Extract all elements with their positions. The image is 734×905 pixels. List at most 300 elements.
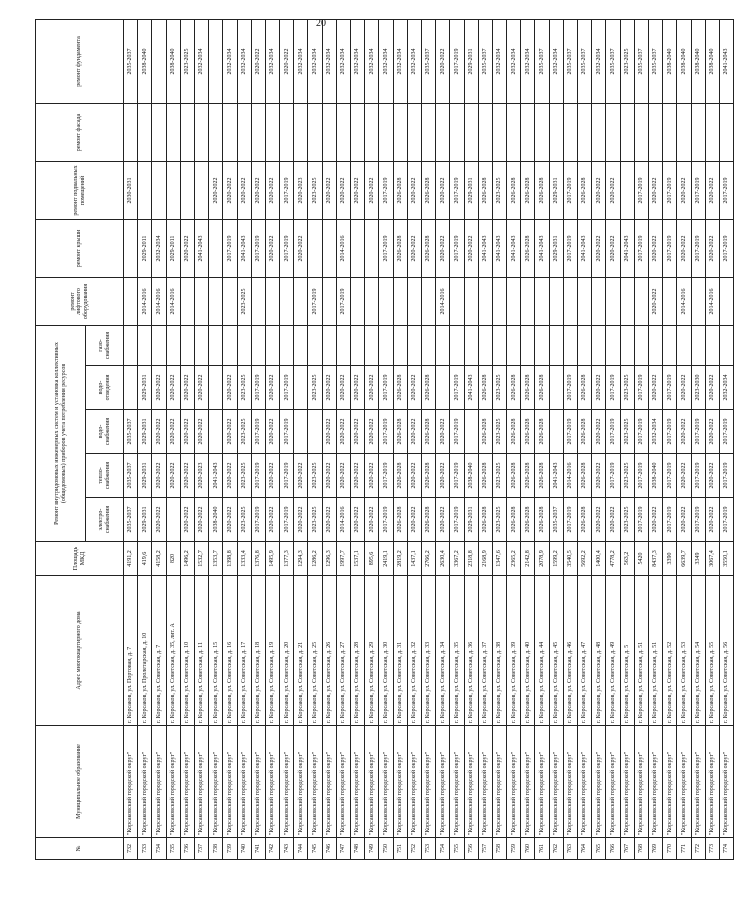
table-cell-g [563,326,577,366]
table-cell-m: "Корсаковский городской округ" [251,726,265,838]
table-cell-t: 2035-2037 [124,454,138,498]
header-area: Площадь МКД [36,542,124,576]
table-cell-f [322,104,336,162]
table-cell-w: 2017-2019 [691,410,705,454]
table-cell-e: 2020-2022 [606,498,620,542]
table-cell-fd: 2038-2040 [677,20,691,104]
table-cell-l [464,278,478,326]
table-cell-fd: 2032-2034 [393,20,407,104]
table-cell-s: 2819,2 [393,542,407,576]
table-cell-k: 2020-2022 [166,366,180,410]
table-cell-fd: 2032-2034 [549,20,563,104]
table-cell-b: 2017-2019 [379,162,393,220]
table-cell-e: 2014-2016 [336,498,350,542]
table-cell-fd: 2035-2037 [478,20,492,104]
table-cell-g [351,326,365,366]
table-cell-b: 2023-2025 [492,162,506,220]
table-cell-w: 2026-2028 [535,410,549,454]
table-cell-w: 2020-2022 [322,410,336,454]
table-cell-l [578,278,592,326]
table-cell-l [393,278,407,326]
table-cell-g [393,326,407,366]
table-cell-b: 2029-2031 [549,162,563,220]
table-cell-s: 2078,9 [535,542,549,576]
table-cell-k: 2020-2022 [648,366,662,410]
table-cell-m: "Корсаковский городской округ" [180,726,194,838]
table-cell-fd: 2032-2034 [336,20,350,104]
table-cell-fd: 2032-2034 [521,20,535,104]
table-cell-l [592,278,606,326]
table-cell-fd: 2032-2034 [194,20,208,104]
table-cell-a: г. Корсаков, ул. Советская, д. 25 [308,576,322,726]
table-cell-f [265,104,279,162]
table-cell-n: 749 [365,838,379,860]
table-cell-e: 2020-2022 [223,498,237,542]
table-cell-r: 2029-2011 [166,220,180,278]
table-cell-f [719,104,733,162]
table-cell-n: 748 [351,838,365,860]
table-cell-r: 2020-2022 [294,220,308,278]
table-row [280,20,294,860]
table-cell-f [648,104,662,162]
table-cell-l [322,278,336,326]
header-electro: электро-снабжения [86,498,124,542]
table-cell-k [294,366,308,410]
table-cell-t: 2023-2025 [620,454,634,498]
table-cell-t: 2020-2022 [223,454,237,498]
table-cell-t: 2017-2019 [691,454,705,498]
table-cell-m: "Корсаковский городской округ" [663,726,677,838]
table-cell-k: 2020-2022 [322,366,336,410]
table-cell-l [379,278,393,326]
table-cell-a: г. Корсаков, ул. Советская, д. 21 [294,576,308,726]
table-cell-b: 2029-2031 [464,162,478,220]
table-row [507,20,521,860]
table-cell-e: 2023-2025 [308,498,322,542]
table-cell-k: 2026-2028 [507,366,521,410]
table-cell-a: г. Корсаков, ул. Советская, д. 29 [365,576,379,726]
table-cell-fd: 2032-2034 [507,20,521,104]
table-cell-w: 2020-2022 [351,410,365,454]
table-cell-t: 2017-2019 [251,454,265,498]
table-cell-w: 2020-2022 [677,410,691,454]
table-row [549,20,563,860]
table-cell-l: 2014-2016 [677,278,691,326]
table-cell-l: 2014-2016 [705,278,719,326]
table-cell-f [365,104,379,162]
table-cell-r: 2026-2028 [393,220,407,278]
table-cell-fd: 2032-2034 [237,20,251,104]
table-cell-r: 2020-2022 [592,220,606,278]
table-cell-t: 2020-2022 [265,454,279,498]
table-cell-m: "Корсаковский городской округ" [521,726,535,838]
table-cell-l: 2014-2016 [138,278,152,326]
table-cell-s: 1377,3 [280,542,294,576]
table-cell-a: г. Корсаков, ул. Портовая, д. 7 [124,576,138,726]
table-cell-n: 742 [265,838,279,860]
table-cell-m: "Корсаковский городской округ" [209,726,223,838]
table-cell-b: 2020-2022 [322,162,336,220]
table-cell-g [322,326,336,366]
table-row [436,20,450,860]
table-cell-k: 2023-2025 [620,366,634,410]
table-cell-g [578,326,592,366]
table-cell-k: 2023-2030 [691,366,705,410]
table-cell-l [606,278,620,326]
table-cell-m: "Корсаковский городской округ" [578,726,592,838]
repair-schedule-table [35,19,734,860]
table-cell-b: 2026-2028 [535,162,549,220]
table-cell-k: 2020-2022 [407,366,421,410]
table-cell-k: 2017-2019 [634,366,648,410]
table-cell-n: 736 [180,838,194,860]
table-cell-s: 3390 [663,542,677,576]
table-cell-n: 771 [677,838,691,860]
table-cell-k: 2017-2019 [379,366,393,410]
table-cell-fd: 2020-2022 [280,20,294,104]
table-cell-a: г. Корсаков, ул. Советская, д. 19 [265,576,279,726]
table-cell-g [124,326,138,366]
table-cell-m: "Корсаковский городской округ" [436,726,450,838]
table-cell-b: 2026-2028 [421,162,435,220]
table-row [663,20,677,860]
table-cell-k: 2020-2022 [365,366,379,410]
table-cell-r: 2020-2022 [180,220,194,278]
table-cell-b: 2020-2023 [294,162,308,220]
table-cell-m: "Корсаковский городской округ" [421,726,435,838]
table-cell-n: 766 [606,838,620,860]
table-cell-t: 2026-2028 [578,454,592,498]
table-row [606,20,620,860]
table-cell-r: 2026-2028 [521,220,535,278]
header-sewer: водо-отведения [86,366,124,410]
table-cell-g [379,326,393,366]
table-cell-fd: 2038-2040 [663,20,677,104]
table-row [251,20,265,860]
table-cell-w: 2020-2022 [592,410,606,454]
table-cell-t: 2020-2022 [436,454,450,498]
table-cell-n: 738 [209,838,223,860]
table-cell-fd: 2035-2037 [563,20,577,104]
table-body [124,20,734,860]
table-cell-f [436,104,450,162]
table-cell-s: 2419,1 [379,542,393,576]
table-cell-r: 2017-2019 [719,220,733,278]
table-cell-b: 2017-2019 [719,162,733,220]
table-cell-n: 737 [194,838,208,860]
table-cell-f [492,104,506,162]
table-cell-r: 2017-2019 [663,220,677,278]
table-cell-f [549,104,563,162]
table-cell-fd: 2038-2040 [166,20,180,104]
table-cell-k: 2020-2022 [152,366,166,410]
table-cell-t: 2023-2025 [237,454,251,498]
table-cell-w: 2020-2022 [365,410,379,454]
table-cell-n: 758 [492,838,506,860]
table-cell-g [421,326,435,366]
table-cell-g [180,326,194,366]
table-cell-e: 2020-2022 [152,498,166,542]
table-cell-n: 760 [521,838,535,860]
table-cell-s: 1437,1 [407,542,421,576]
table-cell-e: 2020-2022 [265,498,279,542]
table-cell-w [549,410,563,454]
table-cell-f [578,104,592,162]
header-engineering: Ремонт внутридомовых инженерных систем и установка коллективных (общедомовых) приборов учета потребления ресурсов [36,326,86,542]
table-cell-l [549,278,563,326]
table-cell-l: 2014-2016 [152,278,166,326]
table-cell-r: 2020-2022 [265,220,279,278]
table-cell-t: 2020-2022 [166,454,180,498]
table-cell-w: 2020-2022 [194,410,208,454]
table-cell-g [492,326,506,366]
table-cell-n: 745 [308,838,322,860]
table-cell-fd: 2032-2034 [308,20,322,104]
table-cell-k [549,366,563,410]
table-cell-n: 772 [691,838,705,860]
table-cell-b: 2020-2022 [251,162,265,220]
table-cell-a: г. Корсаков, ул. Советская, д. 7 [152,576,166,726]
table-cell-s: 1400,4 [592,542,606,576]
table-cell-n: 767 [620,838,634,860]
table-row [407,20,421,860]
table-cell-k [124,366,138,410]
table-cell-t: 2026-2028 [535,454,549,498]
table-cell-r [209,220,223,278]
table-cell-e: 2026-2028 [521,498,535,542]
table-cell-t: 2017-2019 [280,454,294,498]
table-cell-m: "Корсаковский городской округ" [336,726,350,838]
table-row [719,20,733,860]
table-cell-t: 2038-2040 [464,454,478,498]
table-cell-e: 2020-2022 [322,498,336,542]
table-cell-b: 2020-2022 [237,162,251,220]
table-cell-m: "Корсаковский городской округ" [223,726,237,838]
table-cell-l [265,278,279,326]
table-cell-w [308,410,322,454]
table-cell-f [379,104,393,162]
table-cell-k: 2023-2025 [308,366,322,410]
table-cell-l: 2023-2025 [237,278,251,326]
table-cell-m: "Корсаковский городской округ" [691,726,705,838]
table-cell-e: 2020-2022 [705,498,719,542]
table-cell-g [280,326,294,366]
table-row [180,20,194,860]
table-row [209,20,223,860]
table-cell-r: 2041-2043 [620,220,634,278]
table-cell-a: г. Корсаков, ул. Советская, д. 39 [507,576,521,726]
table-cell-n: 741 [251,838,265,860]
table-cell-s: 419,6 [138,542,152,576]
table-cell-b: 2017-2019 [280,162,294,220]
table-cell-e: 2035-2037 [549,498,563,542]
table-cell-w [294,410,308,454]
table-cell-n: 761 [535,838,549,860]
table-cell-m: "Корсаковский городской округ" [563,726,577,838]
table-cell-m: "Корсаковский городской округ" [237,726,251,838]
table-cell-w: 2026-2028 [393,410,407,454]
table-cell-w: 2020-2022 [705,410,719,454]
table-cell-b: 2017-2019 [663,162,677,220]
table-cell-fd: 2032-2034 [294,20,308,104]
table-cell-t: 2023-2025 [492,454,506,498]
table-cell-k: 2023-2025 [492,366,506,410]
table-cell-r [308,220,322,278]
table-cell-s: 5420 [634,542,648,576]
table-cell-e: 2020-2022 [180,498,194,542]
table-cell-m: "Корсаковский городской округ" [705,726,719,838]
table-cell-a: г. Корсаков, ул. Советская, д. 35 [450,576,464,726]
table-cell-f [677,104,691,162]
table-cell-g [535,326,549,366]
table-cell-fd: 2035-2037 [648,20,662,104]
table-cell-t: 2026-2028 [478,454,492,498]
table-cell-a: г. Корсаков, ул. Советская, д. 53 [677,576,691,726]
table-cell-s: 3540,5 [563,542,577,576]
table-cell-m: "Корсаковский городской округ" [280,726,294,838]
table-cell-b: 2020-2022 [705,162,719,220]
table-cell-a: г. Корсаков, ул. Пролетарская, д. 10 [138,576,152,726]
table-cell-t: 2041-2043 [209,454,223,498]
table-cell-t: 2020-2022 [294,454,308,498]
table-cell-fd: 2032-2034 [223,20,237,104]
table-cell-t: 2026-2028 [393,454,407,498]
table-cell-a: г. Корсаков, ул. Советская, д. 5 [620,576,634,726]
table-cell-s: 3550,1 [719,542,733,576]
table-cell-a: г. Корсаков, ул. Советская, д. 34 [436,576,450,726]
table-cell-f [464,104,478,162]
table-cell-r: 2017-2019 [450,220,464,278]
table-cell-t: 2017-2019 [606,454,620,498]
table-cell-a: г. Корсаков, ул. Советская, д. 44 [535,576,549,726]
table-cell-k: 2023-2025 [237,366,251,410]
table-cell-r: 2017-2019 [634,220,648,278]
table-cell-g [166,326,180,366]
table-cell-e: 2017-2019 [691,498,705,542]
table-row [237,20,251,860]
table-cell-r: 2020-2022 [606,220,620,278]
table-cell-t: 2017-2019 [719,454,733,498]
table-cell-s: 2168,9 [478,542,492,576]
table-cell-m: "Корсаковский городской округ" [535,726,549,838]
table-cell-f [478,104,492,162]
table-cell-f [421,104,435,162]
table-cell-k: 2020-2022 [351,366,365,410]
table-cell-f [209,104,223,162]
table-cell-a: г. Корсаков, ул. Советская, д. 11 [194,576,208,726]
table-cell-b: 2020-2022 [336,162,350,220]
table-cell-w: 2017-2019 [634,410,648,454]
table-cell-l [351,278,365,326]
table-cell-e: 2023-2025 [237,498,251,542]
table-cell-s: 1296,3 [322,542,336,576]
table-cell-k: 2026-2028 [478,366,492,410]
header-lift: ремонт лифтового оборудования [36,278,124,326]
table-cell-s: 1398,8 [223,542,237,576]
table-row [563,20,577,860]
table-cell-w [464,410,478,454]
table-cell-f [592,104,606,162]
table-cell-fd: 2041-2043 [719,20,733,104]
table-row [677,20,691,860]
table-cell-e: 2029-2031 [464,498,478,542]
table-cell-f [634,104,648,162]
table-cell-m: "Корсаковский городской округ" [478,726,492,838]
table-row [152,20,166,860]
table-cell-r [124,220,138,278]
table-cell-e: 2029-2031 [138,498,152,542]
table-cell-r: 2014-2016 [336,220,350,278]
table-cell-w: 2020-2022 [152,410,166,454]
table-cell-k: 2026-2028 [521,366,535,410]
table-cell-r: 2017-2019 [251,220,265,278]
table-cell-n: 753 [421,838,435,860]
table-cell-b: 2020-2022 [677,162,691,220]
table-cell-fd: 2023-2025 [180,20,194,104]
table-cell-n: 734 [152,838,166,860]
table-cell-t: 2017-2019 [634,454,648,498]
table-cell-fd: 2029-2031 [464,20,478,104]
table-cell-g [209,326,223,366]
table-cell-m: "Корсаковский городской округ" [294,726,308,838]
table-cell-a: г. Корсаков, ул. Советская, д. 38 [492,576,506,726]
table-cell-n: 752 [407,838,421,860]
table-cell-a: г. Корсаков, ул. Советская, д. 15 [209,576,223,726]
table-cell-g [152,326,166,366]
table-cell-g [691,326,705,366]
table-cell-s: 2365,2 [507,542,521,576]
table-cell-n: 759 [507,838,521,860]
table-cell-fd: 2035-2037 [535,20,549,104]
table-cell-s: 1997,7 [336,542,350,576]
table-cell-e: 2017-2019 [719,498,733,542]
table-cell-f [308,104,322,162]
table-row [634,20,648,860]
table-cell-t: 2026-2028 [521,454,535,498]
table-cell-l [535,278,549,326]
table-cell-s: 1376,8 [251,542,265,576]
table-cell-a: г. Корсаков, ул. Советская, д. 55 [705,576,719,726]
table-cell-a: г. Корсаков, ул. Советская, д. 33 [421,576,435,726]
table-cell-s: 1347,6 [492,542,506,576]
table-row [578,20,592,860]
table-cell-b: 2020-2022 [606,162,620,220]
table-cell-b: 2020-2022 [436,162,450,220]
table-cell-b [138,162,152,220]
table-cell-g [138,326,152,366]
table-cell-n: 744 [294,838,308,860]
table-cell-g [705,326,719,366]
table-cell-n: 733 [138,838,152,860]
table-cell-r: 2017-2019 [379,220,393,278]
table-cell-b [152,162,166,220]
table-cell-l [507,278,521,326]
table-cell-e: 2020-2022 [351,498,365,542]
table-cell-g [634,326,648,366]
table-cell-n: 773 [705,838,719,860]
table-cell-r: 2041-2043 [237,220,251,278]
table-cell-e: 2023-2025 [492,498,506,542]
table-cell-e: 2020-2022 [365,498,379,542]
table-cell-a: г. Корсаков, ул. Советская, д. 46 [563,576,577,726]
table-cell-f [691,104,705,162]
table-cell-s: 4158,2 [152,542,166,576]
table-row [705,20,719,860]
table-cell-fd: 2020-2022 [251,20,265,104]
table-row [478,20,492,860]
table-cell-s: 6639,7 [677,542,691,576]
table-cell-e: 2017-2019 [450,498,464,542]
